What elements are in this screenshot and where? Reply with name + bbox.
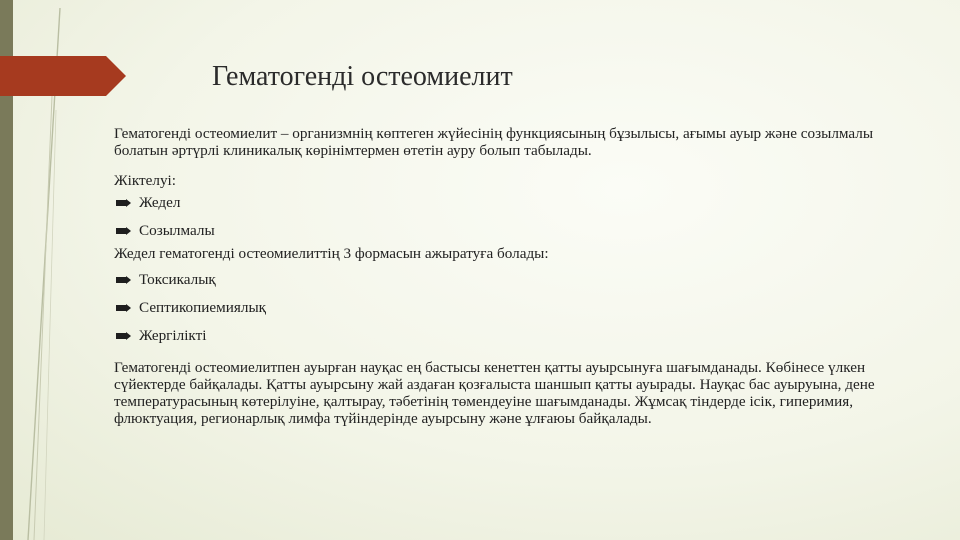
arrow-bullet-icon: [116, 227, 131, 235]
arrow-bullet-icon: [116, 199, 131, 207]
list-item: [114, 217, 904, 245]
list-item-label: Созылмалы: [139, 222, 215, 239]
list-item-label: Токсикалық: [139, 271, 216, 288]
arrow-bullet-icon: [116, 276, 131, 284]
definition-paragraph: Гематогенді остеомиелит – организмнің көптеген жүйесінің функциясының бұзылысы, ағымы ауыр және созылмалы болатын әртүрлі клиникалық көрінімтермен өтетін ауру болып табылады.: [114, 125, 874, 159]
list-item: [114, 294, 904, 322]
forms-heading: Жедел гематогенді остеомиелиттің 3 формасын ажыратуға болады:: [114, 245, 549, 262]
list-item: [114, 322, 904, 350]
description-paragraph: Гематогенді остеомиелитпен ауырған науқас ең бастысы кенеттен қатты ауырсынуға шағымданады. Көбінесе үлкен сүйектерде байқалады. Қатты ауырсыну жай аздаған қозғалыста шаншып қатты ауырады. Науқас бас ауыруына, дене температурасының көтерілуіне, қалтырау, тәбетінің төмендеуіне шағымданады. Жұмсақ тіндерде ісік, гиперимия, флюктуация, регионарлық лимфа түйіндерінде ауырсыну және ұлғаюы байқалады.: [114, 359, 875, 427]
arrow-bullet-icon: [116, 332, 131, 340]
list-item-label: Жедел: [139, 194, 181, 211]
slide-body: [114, 125, 904, 427]
list-item: [114, 189, 904, 217]
slide-title: Гематогенді остеомиелит: [212, 61, 513, 92]
classification-list: [114, 189, 904, 245]
arrow-bullet-icon: [116, 304, 131, 312]
classification-heading: Жіктелуі:: [114, 172, 176, 189]
list-item: [114, 266, 904, 294]
forms-list: [114, 266, 904, 350]
list-item-label: Септикопиемиялық: [139, 299, 267, 316]
title-accent-arrow: [0, 56, 126, 96]
list-item-label: Жергілікті: [139, 327, 207, 344]
